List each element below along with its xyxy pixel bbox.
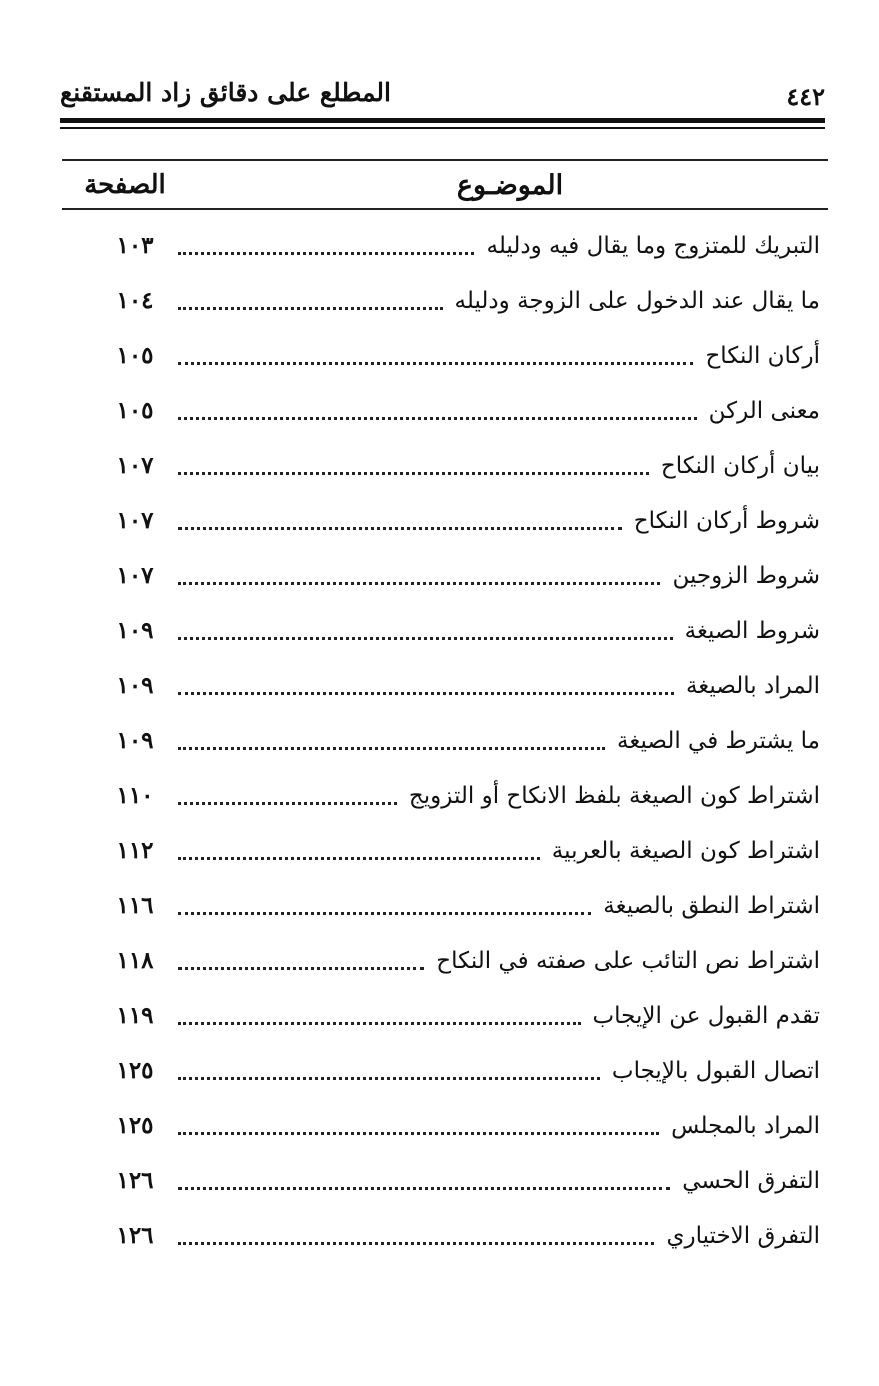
toc-entry (100, 658, 820, 713)
toc-entry-title: اشتراط كون الصيغة بالعربية (551, 837, 820, 864)
toc-entry-title: المراد بالصيغة (685, 672, 820, 699)
toc-entry (100, 713, 820, 768)
toc-entry (100, 1098, 820, 1153)
toc-entry-title: شروط أركان النكاح (633, 507, 820, 534)
toc-entry-title: اشتراط نص التائب على صفته في النكاح (436, 947, 820, 974)
toc-entry (100, 328, 820, 383)
toc-entry-page: ١٠٣ (116, 232, 154, 259)
toc-entry-page: ١٢٥ (116, 1057, 154, 1084)
column-heading-rule-top (62, 159, 828, 161)
toc-entry-page: ١١٩ (116, 1002, 154, 1029)
toc-entry-page: ١١٨ (116, 947, 154, 974)
toc-entry-title: اشتراط النطق بالصيغة (603, 892, 820, 919)
toc-entry-page: ١٠٧ (116, 562, 154, 589)
toc-entry-title: تقدم القبول عن الإيجاب (592, 1002, 820, 1029)
toc-entry (100, 823, 820, 878)
toc-entry-title: اتصال القبول بالإيجاب (611, 1057, 820, 1084)
dot-leader (178, 527, 622, 530)
dot-leader (178, 1022, 581, 1025)
header-rule-thick (60, 118, 825, 123)
dot-leader (178, 967, 424, 970)
dot-leader (178, 1242, 654, 1245)
dot-leader (178, 802, 397, 805)
toc-entry-title: ما يشترط في الصيغة (617, 727, 820, 754)
toc-entry-page: ١٢٥ (116, 1112, 154, 1139)
dot-leader (178, 472, 649, 475)
toc-entry (100, 878, 820, 933)
toc-entry (100, 603, 820, 658)
book-title: المطلع على دقائق زاد المستقنع (60, 78, 391, 107)
dot-leader (178, 692, 674, 695)
toc-entry (100, 1208, 820, 1263)
toc-entry-title: التفرق الحسي (682, 1167, 820, 1194)
toc-entry-title: ما يقال عند الدخول على الزوجة ودليله (454, 287, 820, 314)
toc-entry-title: التفرق الاختياري (666, 1222, 820, 1249)
toc-entry (100, 988, 820, 1043)
toc-entry-title: اشتراط كون الصيغة بلفظ الانكاح أو التزويج (408, 782, 820, 809)
toc-entry-page: ١٠٩ (116, 727, 154, 754)
toc-entry (100, 218, 820, 273)
toc-entry-title: التبريك للمتزوج وما يقال فيه ودليله (486, 232, 820, 259)
dot-leader (178, 362, 693, 365)
dot-leader (178, 252, 474, 255)
toc-entry-title: شروط الزوجين (672, 562, 820, 589)
dot-leader (178, 1077, 600, 1080)
dot-leader (178, 1132, 659, 1135)
running-header (60, 78, 825, 118)
toc-entry-title: معنى الركن (708, 397, 820, 424)
dot-leader (178, 417, 697, 420)
toc-entry-page: ١٠٧ (116, 507, 154, 534)
toc-entry (100, 933, 820, 988)
toc-entry (100, 493, 820, 548)
toc-entry-page: ١٠٩ (116, 617, 154, 644)
dot-leader (178, 637, 673, 640)
toc-entry (100, 438, 820, 493)
dot-leader (178, 857, 540, 860)
toc-entry-page: ١٢٦ (116, 1222, 154, 1249)
toc-entry-title: بيان أركان النكاح (660, 452, 820, 479)
toc-entry-title: المراد بالمجلس (671, 1112, 820, 1139)
toc-entry (100, 273, 820, 328)
toc-entry-page: ١١٦ (116, 892, 154, 919)
header-rule-thin (60, 127, 825, 129)
dot-leader (178, 582, 660, 585)
column-heading-page: الصفحة (84, 170, 166, 200)
toc-entry-page: ١٠٥ (116, 397, 154, 424)
toc-entry (100, 1153, 820, 1208)
toc-entry-page: ١٠٥ (116, 342, 154, 369)
toc-entry (100, 548, 820, 603)
toc-entry-page: ١١٠ (116, 782, 154, 809)
toc-entry-title: شروط الصيغة (684, 617, 820, 644)
page-number: ٤٤٢ (786, 82, 825, 111)
toc-entry (100, 1043, 820, 1098)
toc-entry-page: ١٠٩ (116, 672, 154, 699)
toc-entry-title: أركان النكاح (705, 342, 820, 369)
toc-entry-page: ١١٢ (116, 837, 154, 864)
toc-entry-page: ١٢٦ (116, 1167, 154, 1194)
toc-entry (100, 768, 820, 823)
toc-entry (100, 383, 820, 438)
dot-leader (178, 307, 443, 310)
dot-leader (178, 747, 605, 750)
column-heading-subject: الموضـوع (456, 170, 564, 201)
column-heading-rule-bottom (62, 208, 828, 210)
dot-leader (178, 912, 591, 915)
dot-leader (178, 1187, 670, 1190)
toc-entry-page: ١٠٤ (116, 287, 154, 314)
toc-entries (100, 218, 820, 1263)
toc-entry-page: ١٠٧ (116, 452, 154, 479)
